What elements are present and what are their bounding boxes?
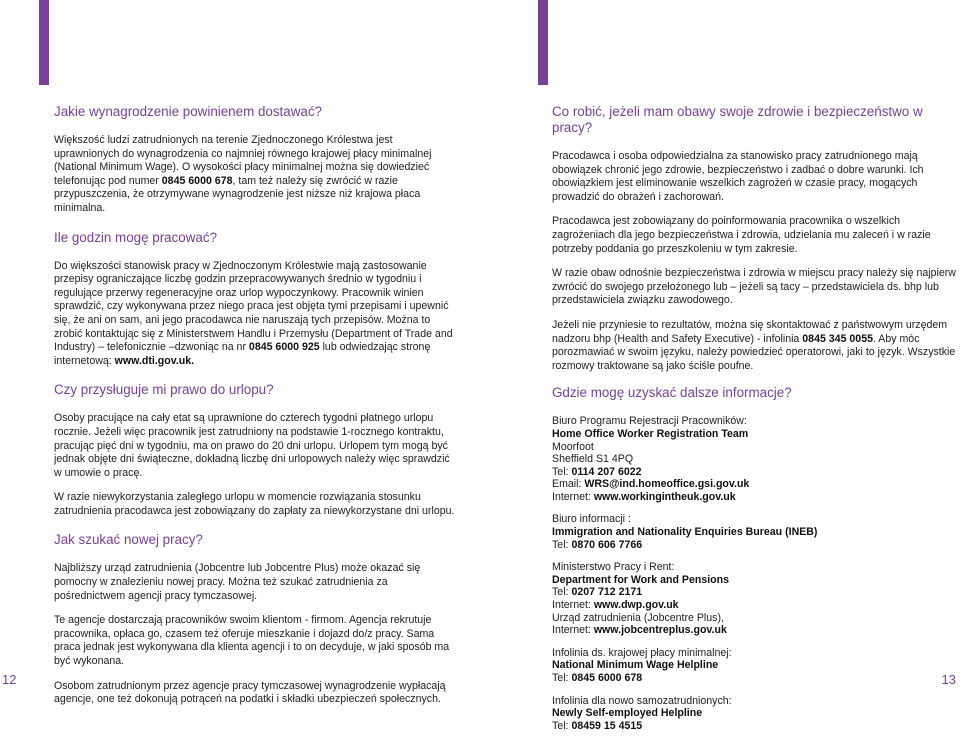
email-link[interactable]: WRS@ind.homeoffice.gsi.gov.uk [584, 478, 750, 491]
website-link[interactable]: www.jobcentreplus.gov.uk [593, 624, 727, 637]
contact-dwp: Ministerstwo Pracy i Rent: Department for Work and Pensions Tel: 0207 712 2171 Internet: www.dwp.gov.uk Urząd zatrudnienia (Jobcentre Plus), Internet: www.jobcentreplus.gov.uk [552, 561, 729, 637]
contact-self-employed-helpline: Infolinia dla nowo samozatrudnionych: Newly Self-employed Helpline Tel: 08459 15 4515 [552, 694, 732, 732]
paragraph-leave-1: Osoby pracujące na cały etat są uprawnione do czterech tygodni płatnego urlopu rocznie. Jeżeli więc pracownik jest zatrudniony na podstawie 1-rocznego kontraktu, pracując pięć dni w tygodniu, ma on prawo do 20 dni urlopu. Urlopem tym mogą być jednak objęte dni świąteczne, dokładną liczbę dni urlopowych należy więc sprawdzić w umowie o pracę. [54, 412, 450, 479]
paragraph-agency-pay: Osobom zatrudnionym przez agencje pracy tymczasowej wynagrodzenie wypłacają agencje, one też dokonują potrąceń na podatki i składki ubezpieczeń społecznych. [54, 679, 446, 706]
contact-worker-registration: Biuro Programu Rejestracji Pracowników: Home Office Worker Registration Team Moorfoot Sheffield S1 4PQ Tel: 0114 207 6022 Email: WRS@ind.homeoffice.gsi.gov.uk Internet: www.workingintheuk.gov.uk [552, 415, 750, 503]
paragraph-employer-duty: Pracodawca i osoba odpowiedzialna za stanowisko pracy zatrudnionego mają obowiązek chronić jego zdrowie, bezpieczeństwo i zadbać o dobre warunki. Ich obowiązkiem jest eliminowanie wszelkich zagrożeń w czasie pracy, mogących prowadzić do obrażeń i zachorowań. [552, 150, 924, 203]
page-number-right: 13 [941, 672, 956, 688]
phone-number: 0114 207 6022 [571, 465, 642, 478]
heading-more-info: Gdzie mogę uzyskać dalsze informacje? [552, 385, 792, 401]
paragraph-jobcentre: Najbliższy urząd zatrudnienia (Jobcentre lub Jobcentre Plus) może okazać się pomocny w znalezieniu nowej pracy. Można też szukać zatrudnienia za pośrednictwem agencji pracy tymczasowej. [54, 562, 421, 602]
phone-number: 0207 712 2171 [571, 586, 643, 599]
paragraph-employer-inform: Pracodawca jest zobowiązany do poinformowania pracownika o wszelkich zagrożeniach dla jego bezpieczeństwa i zdrowia, udzielania mu zaleceń i w razie potrzeby poddania go przeszkoleniu w tym zakresie. [552, 215, 931, 255]
heading-health-safety: Co robić, jeżeli mam obawy swoje zdrowie i bezpieczeństwo w pracy? [552, 104, 923, 135]
wage-phone: 0845 6000 678 [161, 174, 233, 187]
right-column [552, 104, 957, 742]
phone-number: 08459 15 4515 [571, 719, 643, 732]
contact-ineb: Biuro informacji : Immigration and Nationality Enquiries Bureau (INEB) Tel: 0870 606 7766 [552, 513, 818, 551]
website-link[interactable]: www.dwp.gov.uk [593, 599, 679, 612]
phone-number: 0870 606 7766 [571, 538, 643, 551]
left-column [54, 104, 459, 718]
heading-hours: Ile godzin mogę pracować? [54, 229, 218, 245]
paragraph-hours: Do większości stanowisk pracy w Zjednoczonym Królestwie mają zastosowanie przepisy ograniczające liczbę godzin przepracowywanych średnio w tygodniu i regulujące przerwy regeneracyjne oraz urlop wypoczynkowy. Pracownik winien sprawdzić, czy wykonywana przez niego praca jest objęta tymi przepisami i upewnić się, że ani on sam, ani jego pracodawca nie naruszają tych przepisów. Można to zrobić kontaktując się z Ministerstwem Handlu i Przemysłu (Department of Trade and Industry) – telefonicznie –dzwoniąc na nr 0845 6000 925 lub odwiedzając stronę internetową: www.dti.gov.uk. [54, 259, 453, 367]
paragraph-hse: Jeżeli nie przyniesie to rezultatów, można się skontaktować z państwowym urzędem nadzoru bhp (Health and Safety Executive) - infolinia 0845 345 0055. Aby móc porozmawiać w swoim języku, należy powiedzieć operatorowi, jaki to język. Wszystkie rozmowy traktowane są jako ściśle poufne. [552, 318, 956, 372]
heading-leave: Czy przysługuje mi prawo do urlopu? [54, 382, 274, 398]
paragraph-concerns: W razie obaw odnośnie bezpieczeństwa i zdrowia w miejscu pracy należy się najpierw zwrócić do swojego przełożonego lub – jeżeli są tacy – przedstawiciela ds. bhp lub przedstawiciela związku zawodowego. [552, 267, 956, 307]
heading-wage: Jakie wynagrodzenie powinienem dostawać? [54, 104, 322, 119]
accent-bar-right [538, 0, 548, 85]
page-number-left: 12 [2, 672, 17, 688]
paragraph-leave-2: W razie niewykorzystania zaległego urlopu w momencie rozwiązania stosunku zatrudnienia pracodawca jest zobowiązany do zapłaty za niewykorzystane dni urlopu. [54, 491, 455, 517]
heading-job-search: Jak szukać nowej pracy? [54, 532, 203, 548]
dti-phone: 0845 6000 925 [248, 341, 320, 354]
hse-phone: 0845 345 0055 [802, 332, 873, 345]
dti-website-link[interactable]: www.dti.gov.uk. [114, 354, 195, 367]
phone-number: 0845 6000 678 [571, 672, 643, 684]
website-link[interactable]: www.workingintheuk.gov.uk [593, 490, 736, 503]
paragraph-wage: Większość ludzi zatrudnionych na terenie Zjednoczonego Królestwa jest uprawnionych do wynagrodzenia co najmniej równego krajowej płacy minimalnej (National Minimum Wage). O wysokości płacy minimalnej można się dowiedzieć telefonując pod numer 0845 6000 678, tam też należy się zwrócić w razie przypuszczenia, że otrzymywane wynagrodzenie jest niższe niż krajowa płaca minimalna. [54, 134, 432, 214]
contact-nmw-helpline: Infolinia ds. krajowej płacy minimalnej: National Minimum Wage Helpline Tel: 0845 6000 678 [552, 646, 732, 684]
paragraph-agencies: Te agencje dostarczają pracowników swoim klientom - firmom. Agencja rekrutuje pracownika, opłaca go, czasem też oferuje mieszkanie i dojazd do/z pracy. Sama praca jednak jest wykonywana dla klienta agencji i to on decyduje, w jaki sposób ma być wykonana. [54, 614, 450, 668]
accent-bar-left [39, 0, 49, 85]
